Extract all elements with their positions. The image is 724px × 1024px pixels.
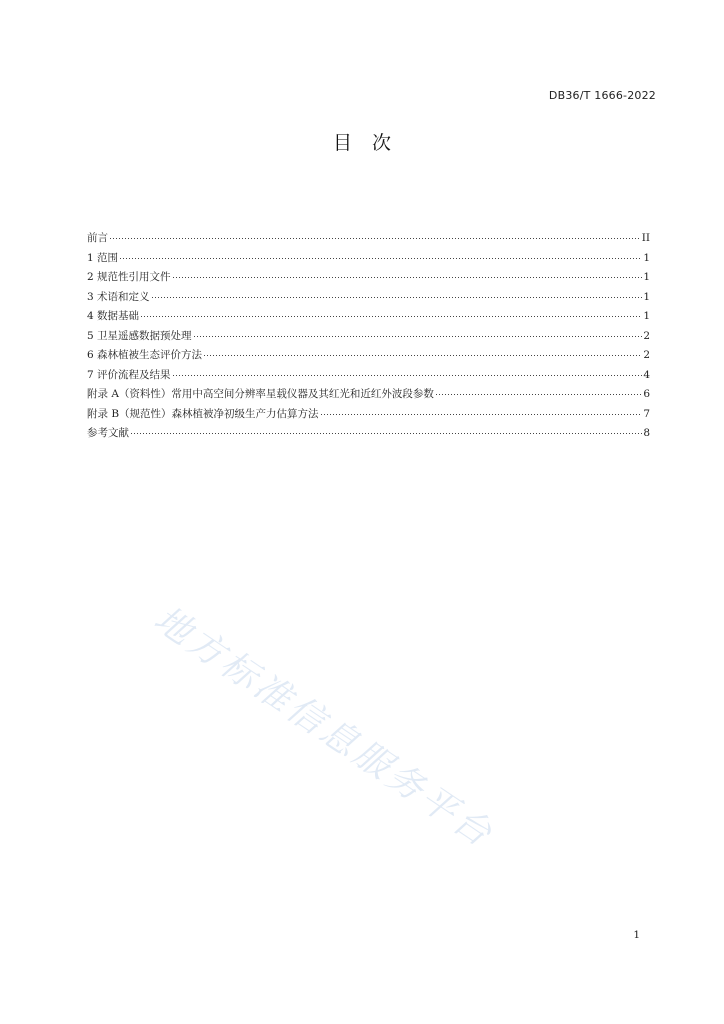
page-number: 1 — [633, 929, 640, 941]
toc-leader-dots — [172, 368, 643, 378]
toc-leader-dots — [435, 387, 642, 397]
toc-entry-page: 1 — [643, 271, 650, 283]
toc-entry-bibliography[interactable] — [87, 424, 650, 444]
toc-leader-dots — [140, 309, 642, 319]
toc-entry-evaluation-method[interactable] — [87, 346, 650, 366]
toc-leader-dots — [151, 290, 643, 300]
toc-entry-label: 5 卫星遥感数据预处理 — [87, 329, 192, 342]
toc-entry-page: 6 — [643, 388, 650, 400]
toc-entry-label: 3 术语和定义 — [87, 290, 150, 303]
toc-entry-label: 6 森林植被生态评价方法 — [87, 349, 203, 361]
toc-title: 目次 — [332, 132, 411, 154]
toc-entry-label: 参考文献 — [87, 427, 129, 439]
toc-entry-label: 7 评价流程及结果 — [87, 368, 171, 381]
toc-entry-page: 2 — [643, 329, 650, 342]
toc-entry-data-basis[interactable] — [87, 307, 650, 327]
toc-entry-page: 2 — [643, 349, 650, 361]
toc-entry-page: 1 — [643, 310, 650, 322]
toc-leader-dots — [130, 426, 642, 436]
toc-leader-dots — [320, 407, 643, 417]
toc-entry-page: 1 — [643, 251, 650, 264]
table-of-contents — [87, 229, 650, 444]
toc-entry-foreword[interactable] — [87, 229, 650, 249]
watermark-text: 地方标准信息服务平台 — [146, 598, 502, 857]
toc-leader-dots — [203, 348, 642, 358]
toc-leader-dots — [119, 251, 642, 261]
toc-entry-label: 1 范围 — [87, 251, 119, 264]
toc-entry-page: 1 — [643, 290, 650, 303]
toc-leader-dots — [172, 270, 643, 280]
document-code: DB36/T 1666-2022 — [548, 89, 656, 102]
toc-entry-evaluation-process[interactable] — [87, 366, 650, 386]
toc-entry-normative-references[interactable] — [87, 268, 650, 288]
toc-entry-page: 8 — [643, 427, 650, 439]
toc-entry-terms-definitions[interactable] — [87, 288, 650, 308]
toc-entry-preprocessing[interactable] — [87, 327, 650, 347]
toc-entry-label: 4 数据基础 — [87, 310, 140, 322]
toc-entry-appendix-b[interactable] — [87, 405, 650, 425]
toc-entry-page: II — [641, 232, 650, 244]
toc-entry-page: 4 — [643, 368, 650, 381]
toc-entry-scope[interactable] — [87, 249, 650, 269]
toc-entry-label: 附录 A（资料性）常用中高空间分辨率星载仪器及其红光和近红外波段参数 — [87, 388, 434, 400]
toc-entry-label: 前言 — [87, 232, 108, 244]
toc-leader-dots — [193, 329, 643, 339]
toc-entry-page: 7 — [643, 407, 650, 420]
toc-entry-label: 附录 B（规范性）森林植被净初级生产力估算方法 — [87, 407, 319, 420]
toc-entry-label: 2 规范性引用文件 — [87, 271, 171, 283]
toc-leader-dots — [109, 231, 641, 241]
toc-entry-appendix-a[interactable] — [87, 385, 650, 405]
